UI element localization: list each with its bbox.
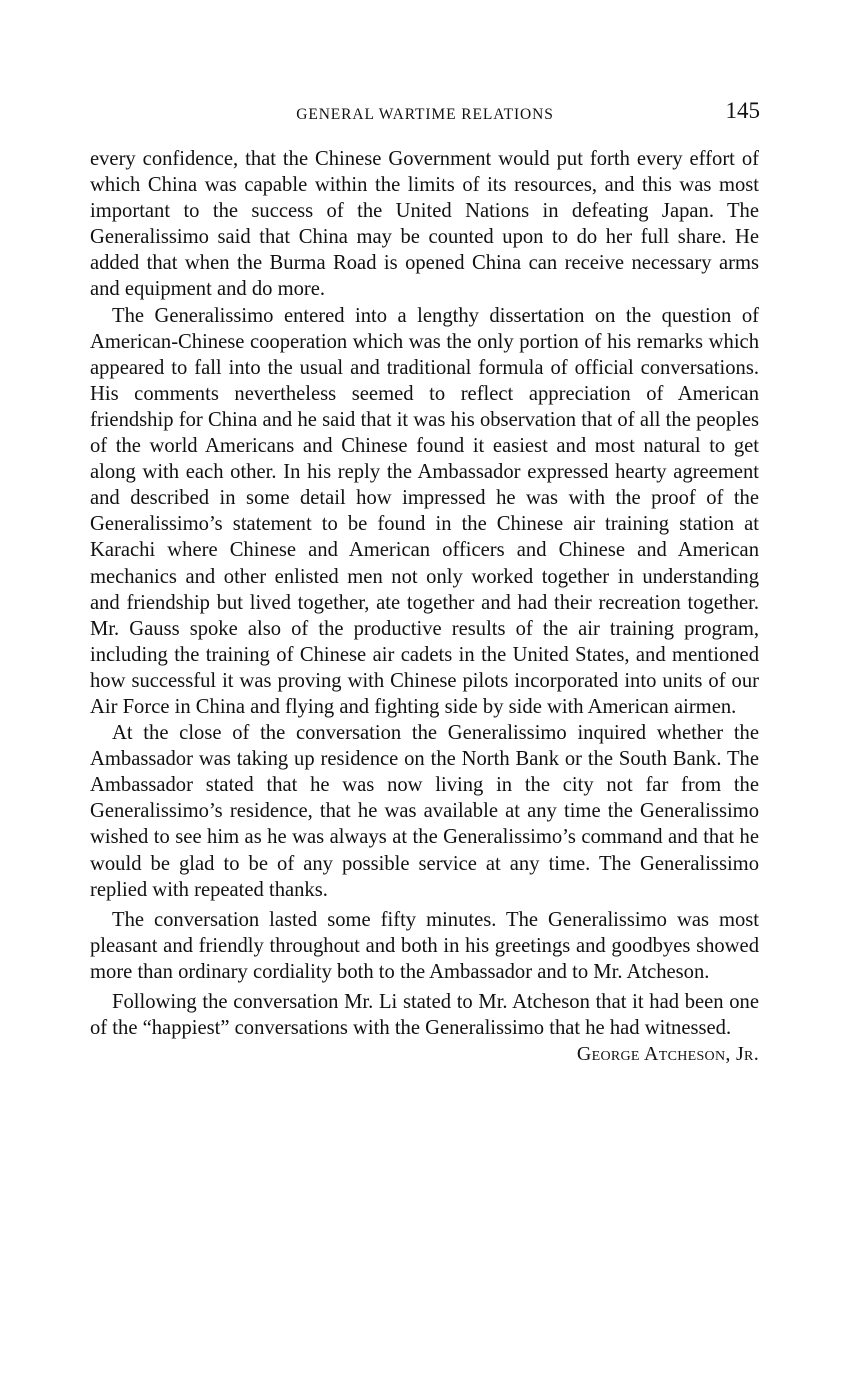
running-title: GENERAL WARTIME RELATIONS [296, 106, 554, 123]
paragraph-following: Following the conversation Mr. Li stated to Mr. Atcheson that it had been one of the “happiest” conversations with the Generalissimo that he had witnessed. [90, 991, 759, 1040]
running-head [90, 98, 760, 132]
page-number: 145 [725, 98, 760, 123]
paragraph-residence: At the close of the conversation the Generalissimo inquired whether the Ambassador was taking up residence on the North Bank or the South Bank. The Ambassador stated that he was now living in the city not far from the Generalissimo’s residence, that he was available at any time the Generalissimo wished to see him as he was always at the Generalissimo’s command and that he would be glad to be of any possible service at any time. The Generalissimo replied with repeated thanks. [90, 722, 759, 901]
signature: George Atcheson, Jr. [576, 1043, 759, 1066]
paragraph-cooperation: The Generalissimo entered into a lengthy dissertation on the question of American-Chinese cooperation which was the only portion of his remarks which appeared to fall into the usual and traditional formula of official conversations. His comments nevertheless seemed to reflect appreciation of American friendship for China and he said that it was his observation that of all the peoples of the world Americans and Chinese found it easiest and most natural to get along with each other. In his reply the Ambassador expressed hearty agreement and described in some detail how impressed he was with the proof of the Generalissimo’s statement to be found in the Chinese air training station at Karachi where Chinese and American officers and Chinese and American mechanics and other enlisted men not only worked together in understanding and friendship but lived together, ate together and had their recreation together. Mr. Gauss spoke also of the productive results of the air training program, including the training of Chinese air cadets in the United States, and mentioned how successful it was proving with Chinese pilots incorporated into units of our Air Force in China and flying and fighting side by side with American airmen. [90, 304, 759, 718]
paragraph-duration: The conversation lasted some fifty minutes. The Generalissimo was most pleasant and friendly throughout and both in his greetings and goodbyes showed more than ordinary cordiality both to the Ambassador and to Mr. Atcheson. [90, 908, 759, 983]
paragraph-continuation: every confidence, that the Chinese Government would put forth every effort of which China was capable within the limits of its resources, and this was most important to the success of the United Nations in defeating Japan. The Generalissimo said that China may be counted upon to do her full share. He added that when the Burma Road is opened China can receive necessary arms and equipment and do more. [90, 148, 759, 301]
body-text [90, 146, 759, 1067]
